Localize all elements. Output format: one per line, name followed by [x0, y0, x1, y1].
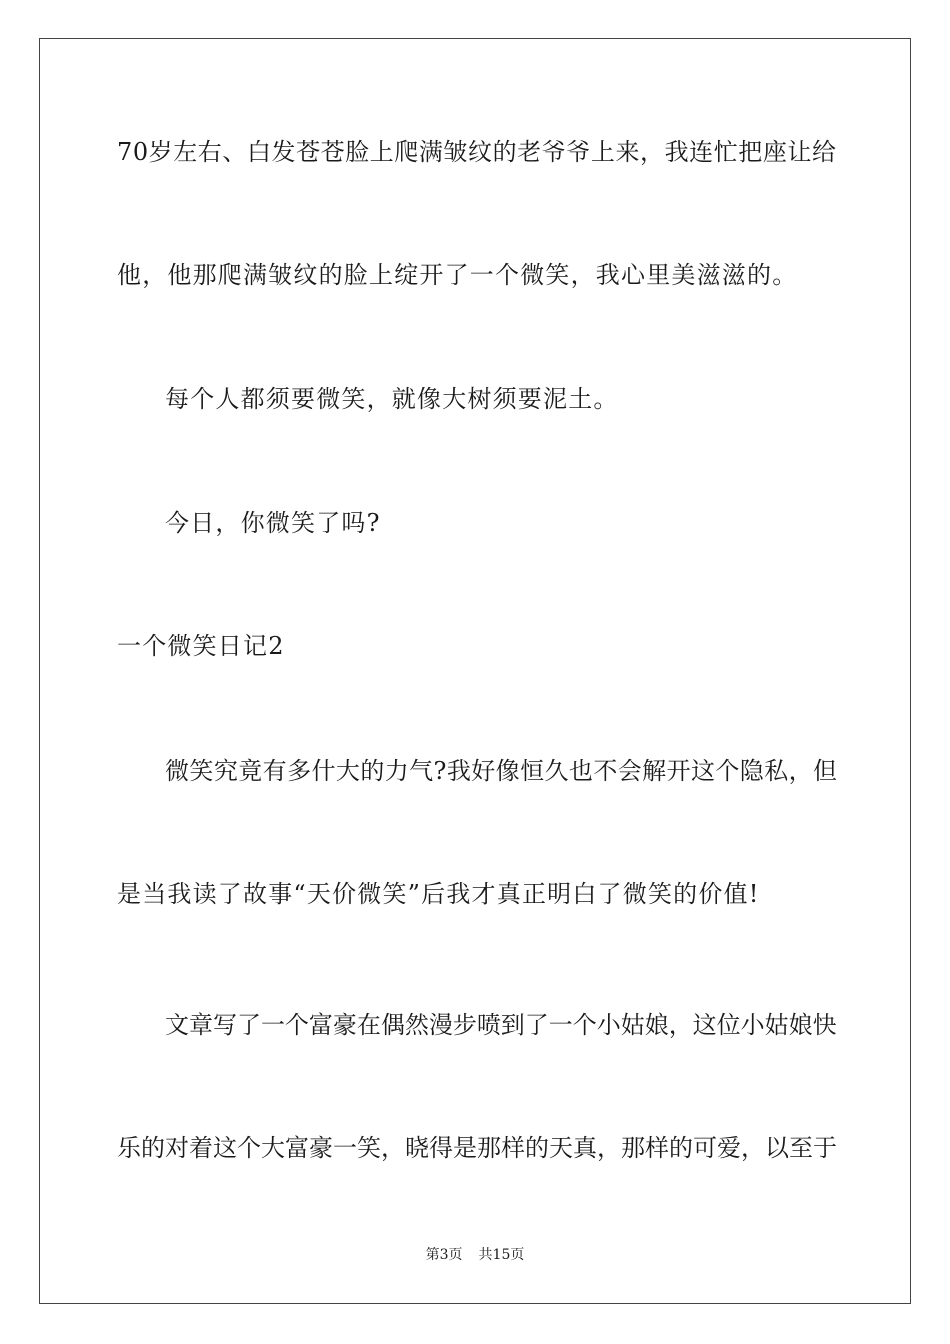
page-footer [0, 1245, 950, 1265]
body-line: 70岁左右、白发苍苍脸上爬满皱纹的老爷爷上来，我连忙把座让给 [117, 138, 837, 166]
section-heading: 一个微笑日记2 [117, 632, 285, 660]
page-number: 第3页 [425, 1247, 463, 1263]
body-line: 每个人都须要微笑，就像大树须要泥土。 [165, 385, 619, 413]
page-border [39, 38, 911, 1304]
page-total: 共15页 [478, 1247, 525, 1263]
body-line: 微笑究竟有多什大的力气?我好像恒久也不会解开这个隐私，但 [165, 757, 838, 785]
body-line: 乐的对着这个大富豪一笑，晓得是那样的天真，那样的可爱，以至于 [117, 1134, 837, 1162]
body-line: 文章写了一个富豪在偶然漫步喷到了一个小姑娘，这位小姑娘快 [165, 1011, 837, 1039]
body-line: 今日，你微笑了吗? [165, 509, 381, 537]
body-line: 是当我读了故事“天价微笑”后我才真正明白了微笑的价值! [117, 880, 760, 908]
body-line: 他，他那爬满皱纹的脸上绽开了一个微笑，我心里美滋滋的。 [117, 261, 798, 289]
